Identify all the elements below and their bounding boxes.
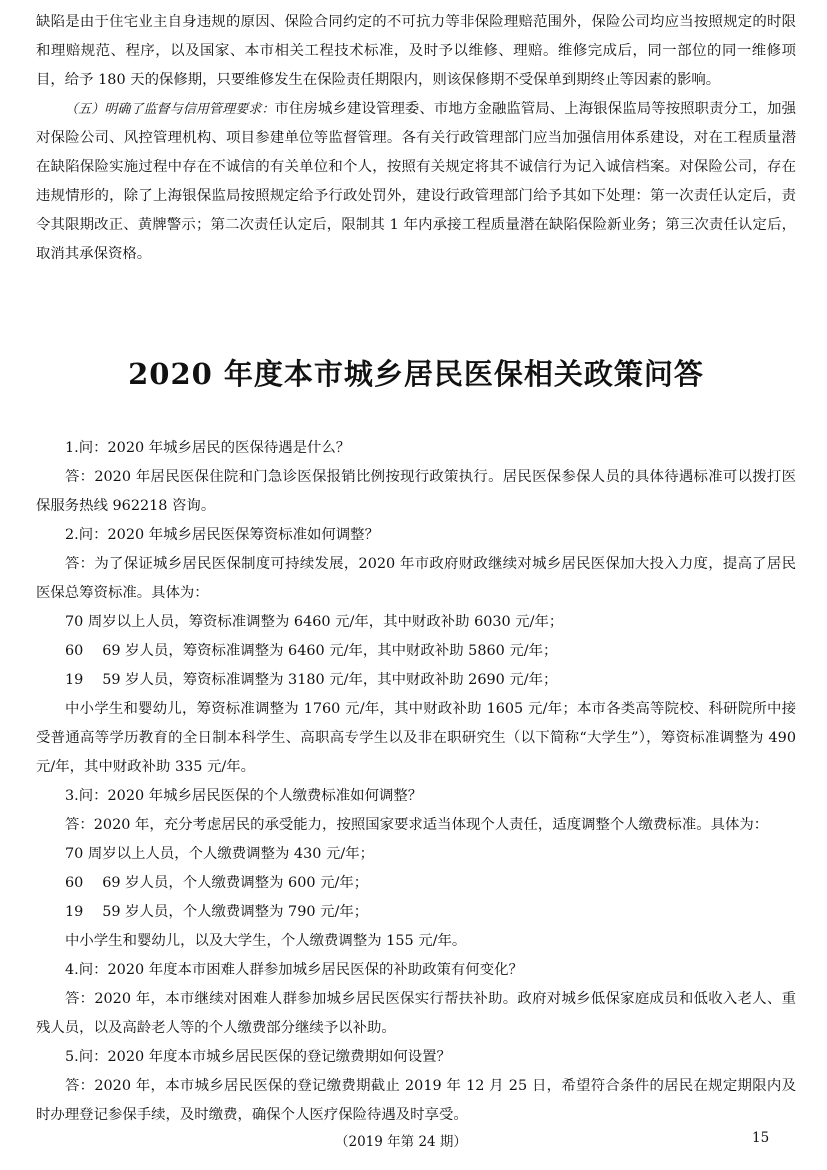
answer-2-line-1: 70 周岁以上人员，筹资标准调整为 6460 元/年，其中财政补助 6030 元/年；	[65, 614, 564, 630]
answer-3-line-1: 70 周岁以上人员，个人缴费调整为 430 元/年；	[65, 846, 374, 862]
intro-paragraph-2	[36, 95, 796, 269]
question-4: 4.问：2020 年度本市困难人群参加城乡居民医保的补助政策有何变化？	[65, 962, 523, 978]
answer-2: 答：为了保证城乡居民医保制度可持续发展，2020 年市政府财政继续对城乡居民医保加大投入力度，提高了居民医保总筹资标准。具体为：	[36, 556, 796, 601]
article-title: 2020 年度本市城乡居民医保相关政策问答	[128, 357, 704, 391]
question-5: 5.问：2020 年度本市城乡居民医保的登记缴费期如何设置？	[65, 1049, 451, 1065]
answer-2-line-2: 60 69 岁人员，筹资标准调整为 6460 元/年，其中财政补助 5860 元/年；	[65, 643, 558, 659]
answer-2-line-3: 19 59 岁人员，筹资标准调整为 3180 元/年，其中财政补助 2690 元/年；	[65, 672, 558, 688]
question-1: 1.问：2020 年城乡居民的医保待遇是什么？	[65, 440, 351, 456]
page-footer	[0, 1130, 827, 1154]
page-number: 15	[752, 1130, 770, 1146]
answer-5: 答：2020 年，本市城乡居民医保的登记缴费期截止 2019 年 12 月 25 日，希望符合条件的居民在规定期限内及时办理登记参保手续，及时缴费，确保个人医疗保险待遇及时享受。	[36, 1078, 796, 1123]
section-body: 市住房城乡建设管理委、市地方金融监管局、上海银保监局等按照职责分工，加强对保险公司、风控管理机构、项目参建单位等监督管理。各有关行政管理部门应当加强信用体系建设，对在工程质量潜在缺陷保险实施过程中存在不诚信的有关单位和个人，按照有关规定将其不诚信行为记入诚信档案。对保险公司，存在违规情形的，除了上海银保监局按照规定给予行政处罚外，建设行政管理部门给予其如下处理：第一次责任认定后，责令其限期改正、黄牌警示；第二次责任认定后，限制其 1 年内承接工程质量潜在缺陷保险新业务；第三次责任认定后，取消其承保资格。	[36, 101, 796, 262]
answer-3: 答：2020 年，充分考虑居民的承受能力，按照国家要求适当体现个人责任，适度调整个人缴费标准。具体为：	[65, 817, 769, 833]
answer-2-line-4: 中小学生和婴幼儿，筹资标准调整为 1760 元/年，其中财政补助 1605 元/年；本市各类高等院校、科研院所中接受普通高等学历教育的全日制本科学生、高职高专学生以及非在职研究生（以下简称“大学生”），筹资标准调整为 490 元/年，其中财政补助 335 元/年。	[36, 701, 796, 775]
section-heading: （五）明确了监督与信用管理要求：	[65, 102, 275, 117]
issue-label: （2019 年第 24 期）	[335, 1134, 467, 1150]
question-3: 3.问：2020 年城乡居民医保的个人缴费标准如何调整？	[65, 788, 423, 804]
answer-3-line-3: 19 59 岁人员，个人缴费调整为 790 元/年；	[65, 904, 369, 920]
question-2: 2.问：2020 年城乡居民医保筹资标准如何调整？	[65, 527, 379, 543]
answer-3-line-2: 60 69 岁人员，个人缴费调整为 600 元/年；	[65, 875, 369, 891]
page-body	[36, 8, 796, 1123]
qa-section	[36, 434, 796, 1130]
answer-4: 答：2020 年，本市继续对困难人群参加城乡居民医保实行帮扶补助。政府对城乡低保家庭成员和低收入老人、重残人员，以及高龄老人等的个人缴费部分继续予以补助。	[36, 991, 796, 1036]
answer-3-line-4: 中小学生和婴幼儿，以及大学生，个人缴费调整为 155 元/年。	[65, 933, 467, 949]
intro-paragraph-1: 缺陷是由于住宅业主自身违规的原因、保险合同约定的不可抗力等非保险理赔范围外，保险公司均应当按照规定的时限和理赔规范、程序，以及国家、本市相关工程技术标准，及时予以维修、理赔。维修完成后，同一部位的同一维修项目，给予 180 天的保修期，只要维修发生在保险责任期限内，则该保修期不受保单到期终止等因素的影响。	[36, 14, 796, 88]
answer-1: 答：2020 年居民医保住院和门急诊医保报销比例按现行政策执行。居民医保参保人员的具体待遇标准可以拨打医保服务热线 962218 咨询。	[36, 469, 796, 514]
